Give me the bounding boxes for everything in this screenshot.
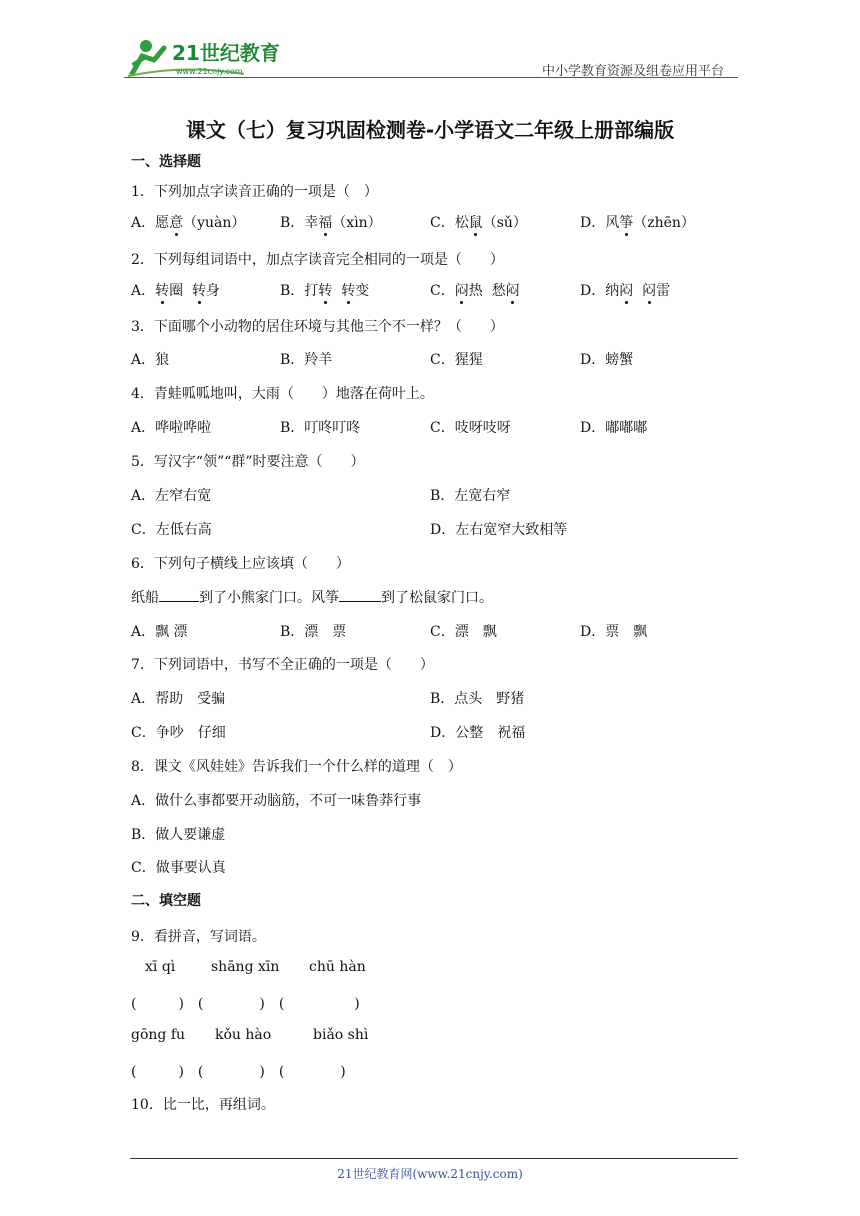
question-1-option-a: A．愿意（yuàn） bbox=[131, 212, 245, 232]
pinyin-1: xī qì bbox=[145, 959, 176, 975]
answer-brackets-row-2[interactable]: ( ) ( ) ( ) bbox=[131, 1064, 346, 1080]
question-1-stem: 1．下列加点字读音正确的一项是（ ） bbox=[131, 184, 378, 200]
pinyin-2: shāng xīn bbox=[211, 959, 280, 975]
svg-text:21世纪教育: 21世纪教育 bbox=[172, 41, 280, 65]
question-6-option-a: A．飘 漂 bbox=[131, 624, 188, 640]
question-5-option-a: A．左窄右宽 bbox=[131, 488, 212, 504]
question-1-option-d: D．风筝（zhēn） bbox=[580, 212, 695, 232]
question-4-option-c: C．吱呀吱呀 bbox=[430, 420, 511, 436]
section-heading-fill: 二、填空题 bbox=[131, 893, 201, 909]
question-4-stem: 4．青蛙呱呱地叫，大雨（ ）地落在荷叶上。 bbox=[131, 386, 434, 402]
question-7-stem: 7．下列词语中，书写不全正确的一项是（ ） bbox=[131, 657, 434, 673]
question-4-option-b: B．叮咚叮咚 bbox=[280, 420, 361, 436]
question-6-stem: 6．下列句子横线上应该填（ ） bbox=[131, 556, 350, 572]
pinyin-5: kǒu hào bbox=[215, 1027, 272, 1043]
question-2-option-b: B．打转 转变 bbox=[280, 280, 369, 300]
question-2-stem: 2．下列每组词语中，加点字读音完全相同的一项是（ ） bbox=[131, 252, 504, 268]
pinyin-3: chū hàn bbox=[309, 959, 366, 975]
question-5-option-c: C．左低右高 bbox=[131, 522, 212, 538]
question-3-option-d: D．螃蟹 bbox=[580, 352, 634, 368]
question-6-option-d: D．票 飘 bbox=[580, 624, 648, 640]
question-6-option-b: B．漂 票 bbox=[280, 624, 347, 640]
pinyin-6: biǎo shì bbox=[313, 1027, 369, 1043]
question-7-option-b: B．点头 野猪 bbox=[430, 691, 525, 707]
question-8-option-a: A．做什么事都要开动脑筋，不可一味鲁莽行事 bbox=[131, 793, 422, 809]
question-7-option-d: D．公整 祝福 bbox=[430, 725, 526, 741]
page-title: 课文（七）复习巩固检测卷-小学语文二年级上册部编版 bbox=[185, 118, 675, 142]
answer-brackets-row-1[interactable]: ( ) ( ) ( ) bbox=[131, 996, 360, 1012]
logo bbox=[124, 34, 294, 80]
platform-name: 中小学教育资源及组卷应用平台 bbox=[541, 64, 724, 79]
question-7-option-a: A．帮助 受骗 bbox=[131, 691, 226, 707]
question-1-option-b: B．幸福（xìn） bbox=[280, 212, 382, 232]
question-8-stem: 8．课文《风娃娃》告诉我们一个什么样的道理（ ） bbox=[131, 759, 462, 775]
question-2-option-a: A．转圈 转身 bbox=[131, 280, 220, 300]
question-2-option-c: C．闷热 愁闷 bbox=[430, 280, 520, 300]
question-3-option-b: B．羚羊 bbox=[280, 352, 333, 368]
question-10-stem: 10．比一比，再组词。 bbox=[131, 1097, 275, 1113]
fill-blank[interactable] bbox=[159, 587, 199, 602]
question-3-stem: 3．下面哪个小动物的居住环境与其他三个不一样？（ ） bbox=[131, 319, 504, 335]
svg-text:www.21cnjy.com: www.21cnjy.com bbox=[176, 67, 243, 76]
question-4-option-a: A．哗啦哗啦 bbox=[131, 420, 212, 436]
question-3-option-a: A．狼 bbox=[131, 352, 170, 368]
footer-source: 21世纪教育网(www.21cnjy.com) bbox=[337, 1167, 523, 1181]
question-5-option-d: D．左右宽窄大致相等 bbox=[430, 522, 568, 538]
question-3-option-c: C．猩猩 bbox=[430, 352, 483, 368]
logo-graphic bbox=[124, 34, 294, 80]
question-8-option-b: B．做人要谦虚 bbox=[131, 827, 226, 843]
section-heading-choice: 一、选择题 bbox=[131, 154, 201, 170]
question-9-stem: 9．看拼音，写词语。 bbox=[131, 929, 266, 945]
question-5-stem: 5．写汉字“领”“群”时要注意（ ） bbox=[131, 454, 365, 470]
question-8-option-c: C．做事要认真 bbox=[131, 860, 226, 876]
question-4-option-d: D．嘟嘟嘟 bbox=[580, 420, 648, 436]
question-2-option-d: D．纳闷 闷雷 bbox=[580, 280, 670, 300]
fill-blank[interactable] bbox=[339, 587, 381, 602]
pinyin-4: gōng fu bbox=[131, 1027, 186, 1043]
question-6-option-c: C．漂 飘 bbox=[430, 624, 497, 640]
question-7-option-c: C．争吵 仔细 bbox=[131, 725, 226, 741]
footer-divider bbox=[130, 1158, 738, 1159]
header-divider bbox=[124, 77, 738, 78]
question-6-sentence: 纸船 到了小熊家门口。风筝 到了松鼠家门口。 bbox=[131, 587, 493, 607]
page-header bbox=[0, 0, 860, 90]
question-5-option-b: B．左宽右窄 bbox=[430, 488, 511, 504]
question-1-option-c: C．松鼠（sǔ） bbox=[430, 212, 527, 232]
